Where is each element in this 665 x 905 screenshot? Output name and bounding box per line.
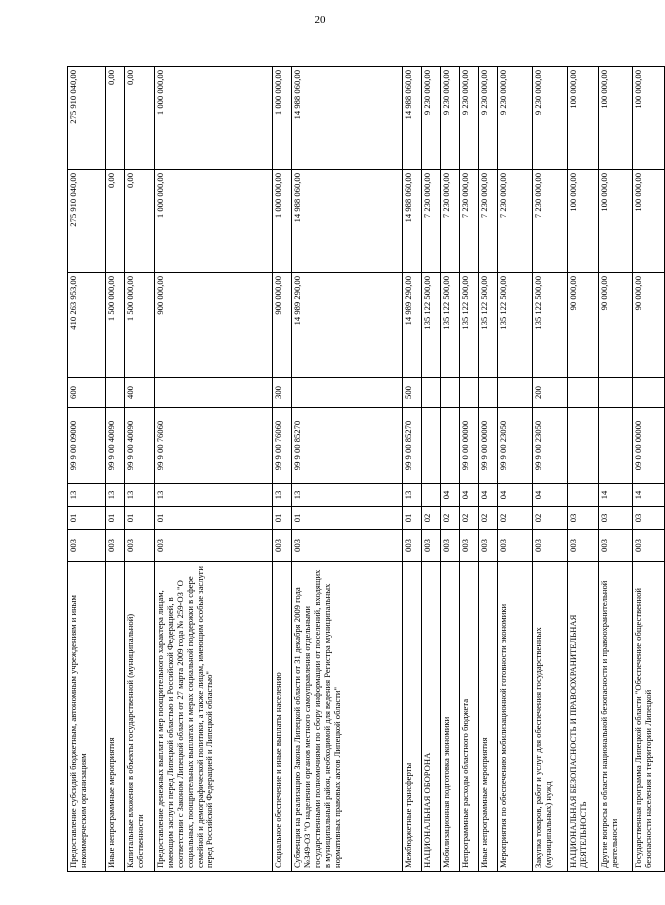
- cell-amount-2: 7 230 000,00: [441, 170, 460, 273]
- table-row: [533, 67, 568, 872]
- cell-admin-code: 003: [460, 530, 479, 562]
- cell-admin-code: 003: [422, 530, 441, 562]
- cell-amount-1: 135 122 500,00: [460, 273, 479, 378]
- cell-amount-1: 1 500 000,00: [125, 273, 155, 378]
- cell-admin-code: 003: [568, 530, 599, 562]
- cell-expense-type: [106, 378, 125, 408]
- cell-section: 01: [68, 507, 106, 530]
- cell-amount-1: 135 122 500,00: [533, 273, 568, 378]
- cell-amount-3: 275 910 040,00: [68, 67, 106, 170]
- cell-expense-type: [422, 378, 441, 408]
- row-name: Предоставление денежных выплат и мер поощрительного характера лицам, имеющим заслуги перед Липецкой областью и Российской Федерацией, в соответствии с Законом Липецкой области от 27 марта 2009 года № 259-ОЗ "О социальных, поощрительных выплатах и мерах социальной поддержки в сфере семейной и демографической политики, а также лицам, имеющим особые заслуги перед Российской Федерацией и Липецкой областью": [155, 562, 273, 872]
- cell-amount-3: 9 230 000,00: [460, 67, 479, 170]
- cell-admin-code: 003: [403, 530, 422, 562]
- row-name: Капитальные вложения в объекты государственной (муниципальной) собственности: [125, 562, 155, 872]
- cell-target-article: 99 9 00 85270: [403, 408, 422, 484]
- cell-target-article: 99 9 00 40090: [125, 408, 155, 484]
- page-number: 20: [314, 14, 326, 26]
- row-name: Другие вопросы в области национальной безопасности и правоохранительной деятельности: [599, 562, 633, 872]
- cell-target-article: [422, 408, 441, 484]
- row-name: Мобилизационная подготовка экономики: [441, 562, 460, 872]
- cell-section: 03: [568, 507, 599, 530]
- table-row: [633, 67, 665, 872]
- cell-amount-2: 14 988 060,00: [403, 170, 422, 273]
- cell-expense-type: [568, 378, 599, 408]
- cell-amount-3: 1 000 000,00: [155, 67, 273, 170]
- cell-expense-type: [479, 378, 498, 408]
- cell-expense-type: 200: [533, 378, 568, 408]
- cell-admin-code: 003: [68, 530, 106, 562]
- table-row: [422, 67, 441, 872]
- row-name: Закупка товаров, работ и услуг для обеспечения государственных (муниципальных) нужд: [533, 562, 568, 872]
- cell-expense-type: [441, 378, 460, 408]
- cell-amount-1: 900 000,00: [273, 273, 292, 378]
- row-name: Субвенция на реализацию Закона Липецкой области от 31 декабря 2009 года №349-ОЗ "О наделении органов местного самоуправления отдельными государственными полномочиями по сбору информации от поселений, входящих в муниципальный район, необходимой для ведения Регистра муниципальных нормативных правовых актов Липецкой области": [292, 562, 403, 872]
- cell-section: 03: [599, 507, 633, 530]
- cell-target-article: 99 9 00 09000: [68, 408, 106, 484]
- cell-section: 02: [460, 507, 479, 530]
- cell-amount-1: 1 500 000,00: [106, 273, 125, 378]
- row-name: Предоставление субсидий бюджетным, автономным учреждениям и иным некоммерческим организациям: [68, 562, 106, 872]
- row-name: Иные непрограммные мероприятия: [106, 562, 125, 872]
- cell-expense-type: 600: [68, 378, 106, 408]
- cell-amount-1: 90 000,00: [599, 273, 633, 378]
- cell-subsection: 04: [441, 484, 460, 507]
- cell-amount-2: 0,00: [106, 170, 125, 273]
- cell-subsection: [568, 484, 599, 507]
- cell-amount-2: 0,00: [125, 170, 155, 273]
- cell-expense-type: 500: [403, 378, 422, 408]
- cell-target-article: 09 0 00 00000: [633, 408, 665, 484]
- cell-amount-2: 1 000 000,00: [155, 170, 273, 273]
- cell-amount-1: 410 263 953,00: [68, 273, 106, 378]
- cell-admin-code: 003: [633, 530, 665, 562]
- cell-amount-2: 7 230 000,00: [479, 170, 498, 273]
- cell-section: 02: [479, 507, 498, 530]
- cell-target-article: 99 9 00 23050: [498, 408, 533, 484]
- cell-amount-3: 9 230 000,00: [479, 67, 498, 170]
- cell-amount-3: 100 000,00: [568, 67, 599, 170]
- cell-admin-code: 003: [273, 530, 292, 562]
- cell-amount-2: 7 230 000,00: [460, 170, 479, 273]
- table-row: [68, 67, 106, 872]
- cell-section: 02: [422, 507, 441, 530]
- cell-subsection: 13: [403, 484, 422, 507]
- cell-target-article: 99 9 00 23050: [533, 408, 568, 484]
- cell-subsection: 13: [155, 484, 273, 507]
- cell-subsection: 14: [633, 484, 665, 507]
- budget-table: [67, 66, 665, 872]
- table-row: [599, 67, 633, 872]
- cell-amount-1: 135 122 500,00: [441, 273, 460, 378]
- cell-amount-1: 14 989 290,00: [292, 273, 403, 378]
- cell-section: 01: [155, 507, 273, 530]
- cell-section: 01: [273, 507, 292, 530]
- cell-amount-2: 7 230 000,00: [422, 170, 441, 273]
- cell-expense-type: [498, 378, 533, 408]
- table-row: [460, 67, 479, 872]
- cell-target-article: [568, 408, 599, 484]
- cell-amount-3: 100 000,00: [599, 67, 633, 170]
- cell-section: 02: [498, 507, 533, 530]
- cell-target-article: 99 0 00 00000: [460, 408, 479, 484]
- cell-admin-code: 003: [292, 530, 403, 562]
- cell-target-article: [441, 408, 460, 484]
- cell-amount-3: 9 230 000,00: [498, 67, 533, 170]
- cell-amount-3: 0,00: [106, 67, 125, 170]
- cell-amount-2: 14 988 060,00: [292, 170, 403, 273]
- cell-subsection: 04: [498, 484, 533, 507]
- row-name: Межбюджетные трансферты: [403, 562, 422, 872]
- table-row: [125, 67, 155, 872]
- cell-subsection: 04: [460, 484, 479, 507]
- cell-amount-1: 14 989 290,00: [403, 273, 422, 378]
- table-row: [155, 67, 273, 872]
- cell-section: 02: [441, 507, 460, 530]
- cell-section: 02: [533, 507, 568, 530]
- cell-subsection: [422, 484, 441, 507]
- table-row: [441, 67, 460, 872]
- row-name: Иные непрограммные мероприятия: [479, 562, 498, 872]
- row-name: Социальное обеспечение и иные выплаты населению: [273, 562, 292, 872]
- cell-section: 01: [292, 507, 403, 530]
- cell-admin-code: 003: [599, 530, 633, 562]
- cell-subsection: 14: [599, 484, 633, 507]
- row-name: НАЦИОНАЛЬНАЯ БЕЗОПАСНОСТЬ И ПРАВООХРАНИТЕЛЬНАЯ ДЕЯТЕЛЬНОСТЬ: [568, 562, 599, 872]
- cell-subsection: 13: [106, 484, 125, 507]
- table-row: [273, 67, 292, 872]
- cell-subsection: 04: [533, 484, 568, 507]
- cell-admin-code: 003: [106, 530, 125, 562]
- cell-amount-2: 100 000,00: [633, 170, 665, 273]
- cell-amount-2: 7 230 000,00: [498, 170, 533, 273]
- cell-section: 01: [125, 507, 155, 530]
- cell-target-article: 99 9 00 40090: [106, 408, 125, 484]
- cell-target-article: 99 9 00 00000: [479, 408, 498, 484]
- table-row: [106, 67, 125, 872]
- row-name: Непрограммные расходы областного бюджета: [460, 562, 479, 872]
- cell-admin-code: 003: [498, 530, 533, 562]
- cell-amount-2: 100 000,00: [599, 170, 633, 273]
- cell-amount-2: 1 000 000,00: [273, 170, 292, 273]
- table-row: [292, 67, 403, 872]
- cell-amount-3: 9 230 000,00: [422, 67, 441, 170]
- row-name: НАЦИОНАЛЬНАЯ ОБОРОНА: [422, 562, 441, 872]
- cell-amount-1: 90 000,00: [568, 273, 599, 378]
- cell-target-article: 99 9 00 76060: [155, 408, 273, 484]
- row-name: Государственная программа Липецкой области "Обеспечение общественной безопасности населения и территории Липецкой: [633, 562, 665, 872]
- cell-amount-1: 135 122 500,00: [479, 273, 498, 378]
- cell-amount-2: 100 000,00: [568, 170, 599, 273]
- table-row: [403, 67, 422, 872]
- cell-target-article: 99 9 00 76060: [273, 408, 292, 484]
- cell-target-article: 99 9 00 85270: [292, 408, 403, 484]
- table-row: [568, 67, 599, 872]
- cell-section: 01: [403, 507, 422, 530]
- cell-amount-3: 9 230 000,00: [533, 67, 568, 170]
- cell-expense-type: 400: [125, 378, 155, 408]
- cell-amount-3: 1 000 000,00: [273, 67, 292, 170]
- cell-expense-type: 300: [273, 378, 292, 408]
- cell-amount-1: 900 000,00: [155, 273, 273, 378]
- cell-subsection: 04: [479, 484, 498, 507]
- cell-admin-code: 003: [533, 530, 568, 562]
- cell-expense-type: [599, 378, 633, 408]
- cell-subsection: 13: [292, 484, 403, 507]
- cell-expense-type: [292, 378, 403, 408]
- table-row: [498, 67, 533, 872]
- cell-amount-1: 135 122 500,00: [498, 273, 533, 378]
- cell-subsection: 13: [273, 484, 292, 507]
- cell-subsection: 13: [68, 484, 106, 507]
- cell-amount-2: 275 910 040,00: [68, 170, 106, 273]
- cell-amount-1: 90 000,00: [633, 273, 665, 378]
- cell-amount-3: 9 230 000,00: [441, 67, 460, 170]
- cell-admin-code: 003: [441, 530, 460, 562]
- cell-expense-type: [155, 378, 273, 408]
- cell-amount-3: 14 988 060,00: [292, 67, 403, 170]
- table-row: [479, 67, 498, 872]
- cell-amount-3: 100 000,00: [633, 67, 665, 170]
- cell-expense-type: [633, 378, 665, 408]
- cell-amount-1: 135 122 500,00: [422, 273, 441, 378]
- rotated-table-container: [67, 67, 653, 872]
- row-name: Мероприятия по обеспечению мобилизационной готовности экономики: [498, 562, 533, 872]
- cell-admin-code: 003: [125, 530, 155, 562]
- cell-admin-code: 003: [479, 530, 498, 562]
- cell-expense-type: [460, 378, 479, 408]
- cell-amount-2: 7 230 000,00: [533, 170, 568, 273]
- cell-section: 01: [106, 507, 125, 530]
- cell-amount-3: 0,00: [125, 67, 155, 170]
- cell-admin-code: 003: [155, 530, 273, 562]
- cell-amount-3: 14 988 060,00: [403, 67, 422, 170]
- cell-target-article: [599, 408, 633, 484]
- cell-subsection: 13: [125, 484, 155, 507]
- cell-section: 03: [633, 507, 665, 530]
